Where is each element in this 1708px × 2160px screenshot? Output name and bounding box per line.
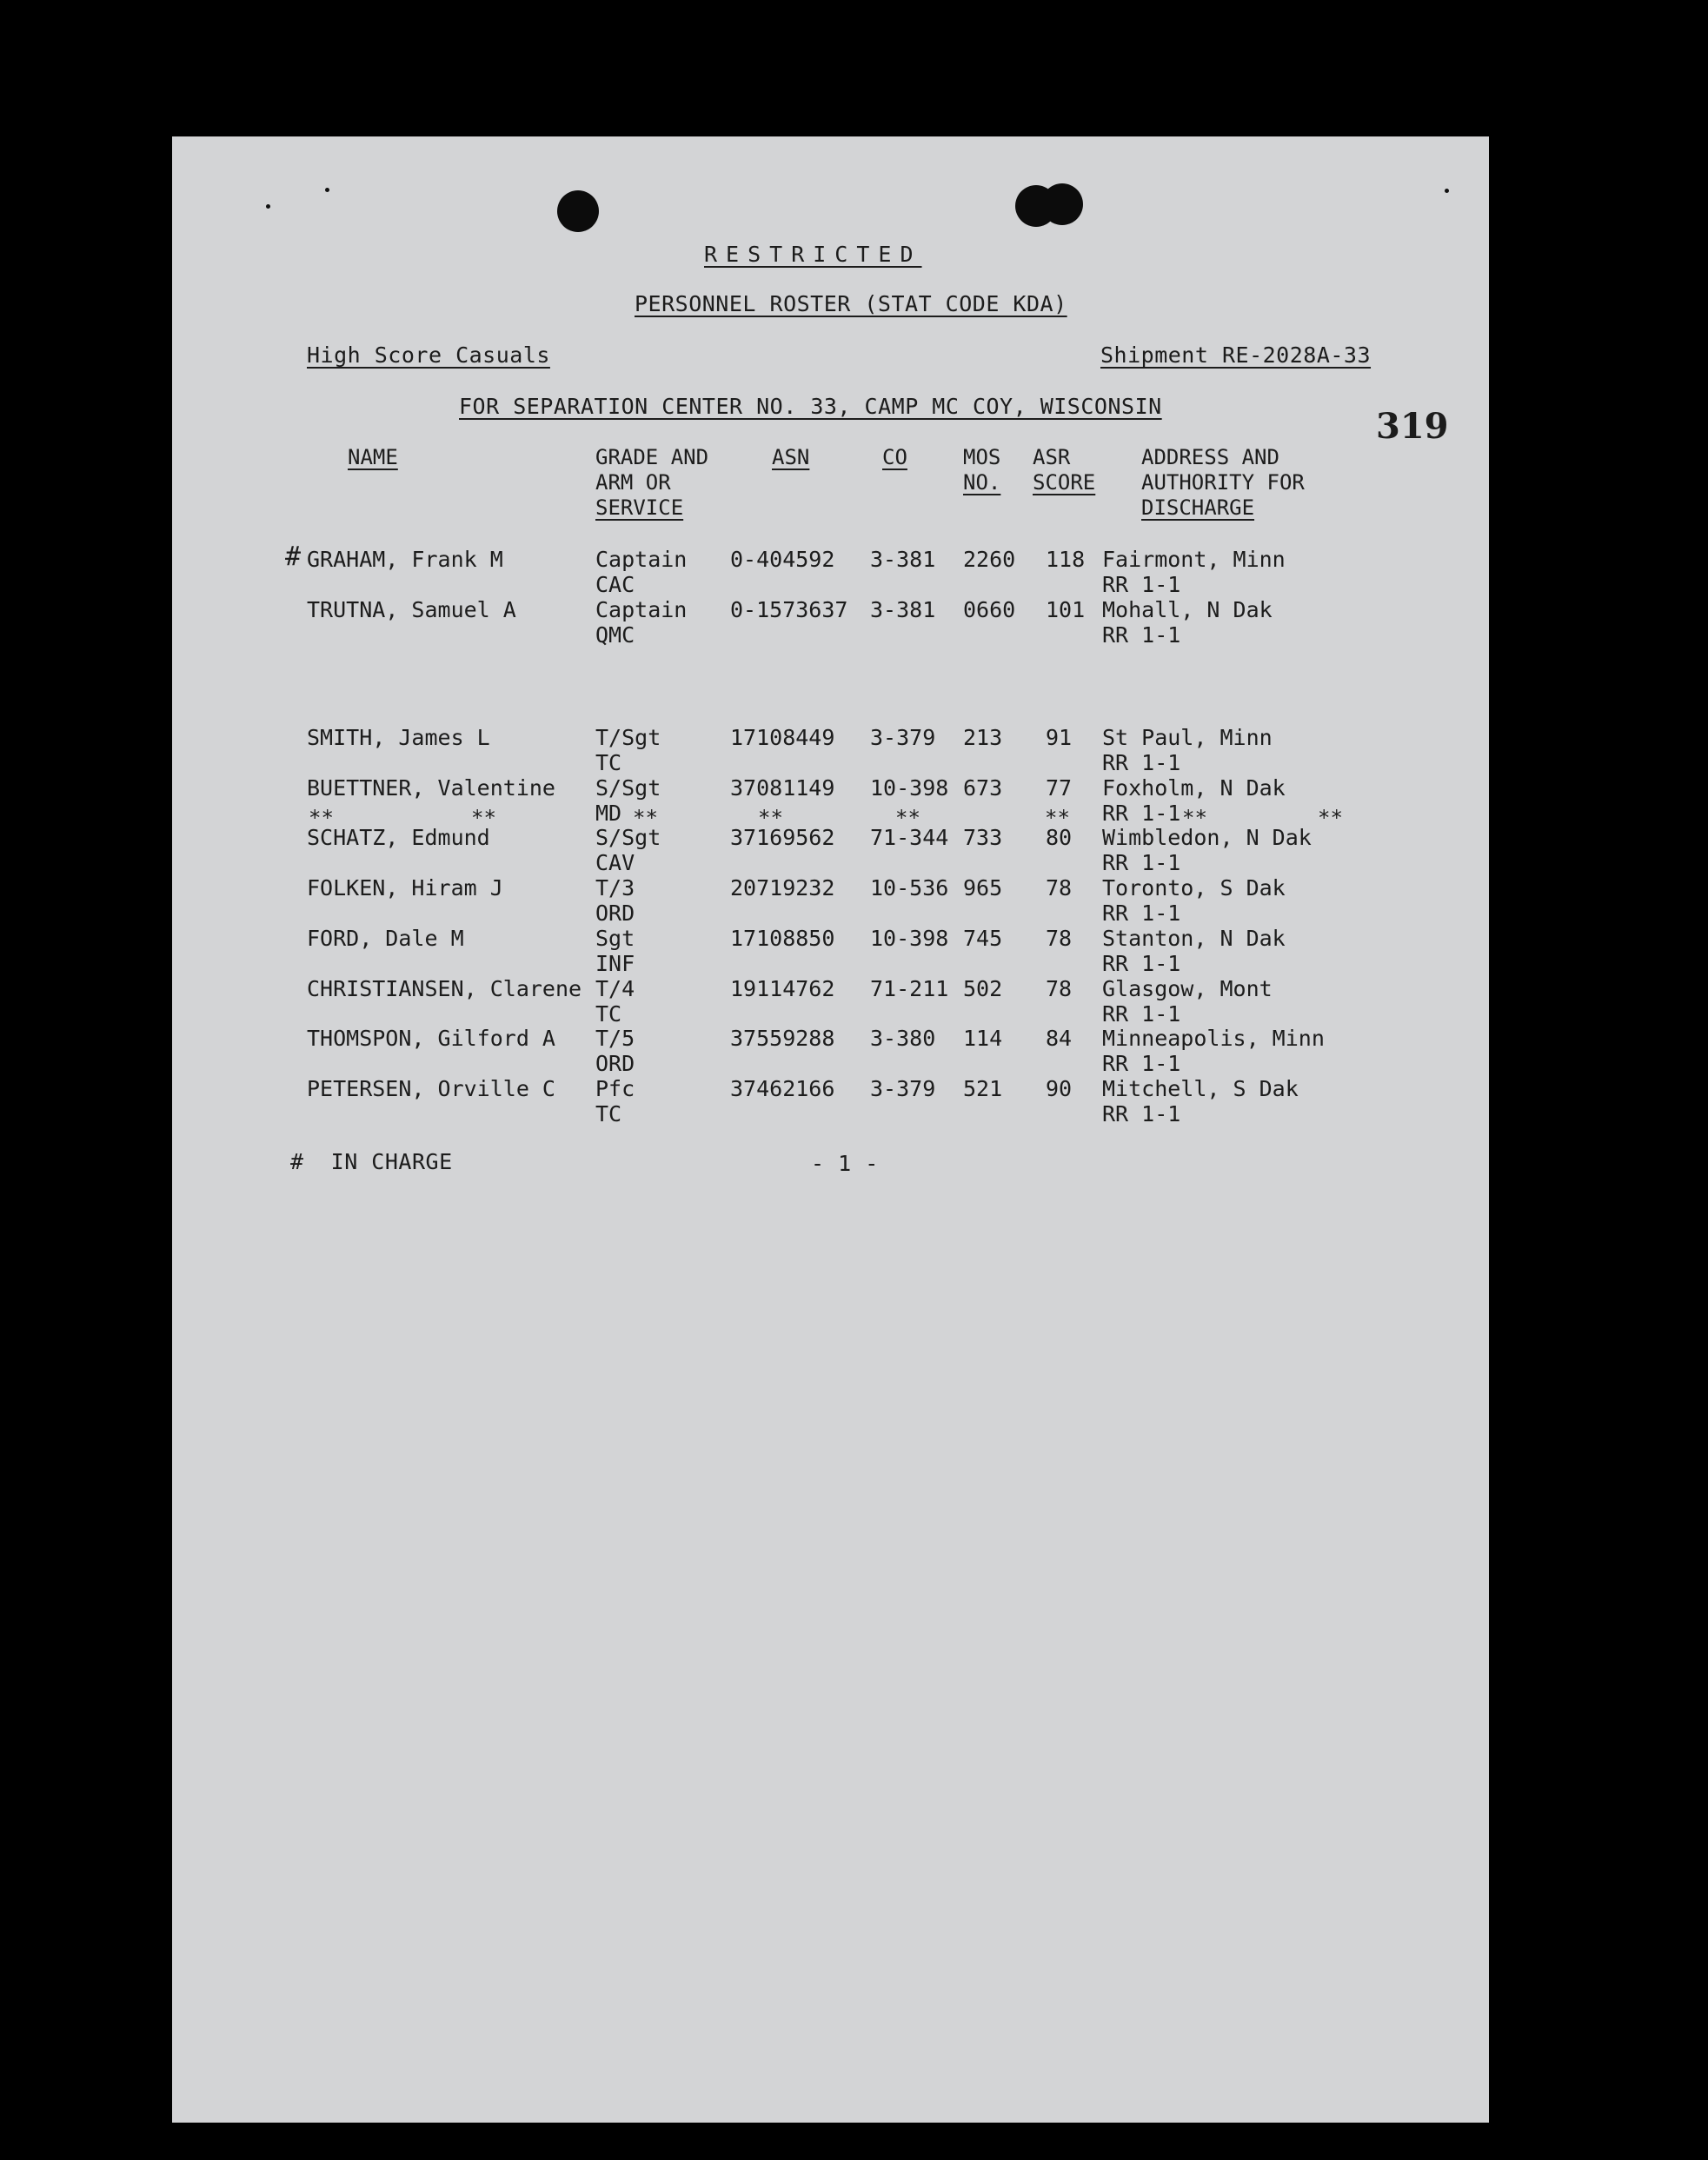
group-label: High Score Casuals xyxy=(307,342,550,368)
roster-row xyxy=(172,725,1489,775)
mos-value: 213 xyxy=(963,725,1003,750)
soldier-name: SCHATZ, Edmund xyxy=(307,825,490,851)
asn-value: 37169562 xyxy=(730,825,835,851)
asr-score: 90 xyxy=(1046,1075,1073,1101)
asn-value: 37081149 xyxy=(730,774,835,801)
co-value: 3-381 xyxy=(870,547,936,572)
page-stamp-number: 319 xyxy=(1376,406,1449,447)
speck xyxy=(1445,189,1449,193)
soldier-name: FOLKEN, Hiram J xyxy=(307,875,503,901)
separator-stars: ** xyxy=(758,806,783,830)
in-charge-mark: # xyxy=(285,542,302,572)
shipment-label: Shipment RE-2028A-33 xyxy=(1100,342,1372,368)
roster-row xyxy=(172,1076,1489,1127)
column-header-grade: GRADE AND ARM OR SERVICE xyxy=(595,445,709,520)
soldier-name: SMITH, James L xyxy=(307,725,490,750)
asn-value: 17108449 xyxy=(730,725,835,750)
mos-value: 965 xyxy=(963,875,1003,901)
grade-arm: T/3 ORD xyxy=(595,875,635,927)
asn-value: 17108850 xyxy=(730,925,835,951)
address-authority: Foxholm, N Dak RR 1-1 xyxy=(1102,774,1286,826)
asr-score: 77 xyxy=(1046,774,1073,801)
roster-title: PERSONNEL ROSTER (STAT CODE KDA) xyxy=(635,291,1067,316)
soldier-name: CHRISTIANSEN, Clarene xyxy=(307,975,582,1001)
column-header-asr: ASR SCORE xyxy=(1033,445,1096,495)
address-authority: Toronto, S Dak RR 1-1 xyxy=(1102,875,1286,927)
address-authority: St Paul, Minn RR 1-1 xyxy=(1102,725,1273,775)
soldier-name: GRAHAM, Frank M xyxy=(307,547,503,572)
grade-arm: T/Sgt TC xyxy=(595,725,661,775)
grade-arm: Pfc TC xyxy=(595,1075,635,1127)
roster-row xyxy=(172,825,1489,875)
mos-value: 733 xyxy=(963,825,1003,851)
mos-value: 521 xyxy=(963,1075,1003,1101)
roster-row xyxy=(172,976,1489,1027)
soldier-name: TRUTNA, Samuel A xyxy=(307,597,516,622)
address-authority: Minneapolis, Minn RR 1-1 xyxy=(1102,1026,1325,1077)
separator-stars: ** xyxy=(1318,806,1343,830)
soldier-name: PETERSEN, Orville C xyxy=(307,1075,555,1101)
punch-hole-right-b xyxy=(1041,183,1083,225)
column-header-address: ADDRESS AND AUTHORITY FOR DISCHARGE xyxy=(1141,445,1305,520)
mos-value: 114 xyxy=(963,1026,1003,1052)
mos-value: 745 xyxy=(963,925,1003,951)
asr-score: 78 xyxy=(1046,975,1073,1001)
address-authority: Glasgow, Mont RR 1-1 xyxy=(1102,975,1273,1027)
separator-stars: ** xyxy=(895,806,920,830)
asr-score: 118 xyxy=(1046,547,1086,572)
mos-value: 502 xyxy=(963,975,1003,1001)
soldier-name: THOMSPON, Gilford A xyxy=(307,1026,555,1052)
column-header-mos: MOS NO. xyxy=(963,445,1001,495)
asn-value: 19114762 xyxy=(730,975,835,1001)
asn-value: 37462166 xyxy=(730,1075,835,1101)
asr-score: 78 xyxy=(1046,875,1073,901)
roster-row xyxy=(172,775,1489,826)
roster-row xyxy=(172,1026,1489,1076)
roster-row xyxy=(172,926,1489,976)
speck xyxy=(266,204,270,209)
co-value: 3-381 xyxy=(870,597,936,622)
grade-arm: S/Sgt MD xyxy=(595,774,661,826)
separator-stars: ** xyxy=(471,806,496,830)
column-header-asn: ASN xyxy=(772,445,810,469)
separator-stars: ** xyxy=(1045,806,1070,830)
soldier-name: FORD, Dale M xyxy=(307,925,464,951)
asr-score: 80 xyxy=(1046,825,1073,851)
asr-score: 84 xyxy=(1046,1026,1073,1052)
co-value: 10-536 xyxy=(870,875,949,901)
address-authority: Wimbledon, N Dak RR 1-1 xyxy=(1102,825,1312,876)
address-authority: Fairmont, Minn RR 1-1 xyxy=(1102,547,1286,597)
asr-score: 101 xyxy=(1046,597,1086,622)
asn-value: 20719232 xyxy=(730,875,835,901)
grade-arm: Captain QMC xyxy=(595,597,688,648)
asn-value: 0-404592 xyxy=(730,547,835,572)
address-authority: Stanton, N Dak RR 1-1 xyxy=(1102,925,1286,976)
page-number: - 1 - xyxy=(811,1151,879,1176)
soldier-name: BUETTNER, Valentine xyxy=(307,774,555,801)
co-value: 3-379 xyxy=(870,1075,936,1101)
separator-stars: ** xyxy=(1182,806,1207,830)
grade-arm: Sgt INF xyxy=(595,925,635,976)
co-value: 3-379 xyxy=(870,725,936,750)
document-page xyxy=(172,136,1489,2123)
co-value: 10-398 xyxy=(870,774,949,801)
grade-arm: Captain CAC xyxy=(595,547,688,597)
co-value: 71-211 xyxy=(870,975,949,1001)
co-value: 10-398 xyxy=(870,925,949,951)
asn-value: 0-1573637 xyxy=(730,597,848,622)
mos-value: 2260 xyxy=(963,547,1016,572)
mos-value: 673 xyxy=(963,774,1003,801)
grade-arm: T/4 TC xyxy=(595,975,635,1027)
speck xyxy=(325,188,329,192)
roster-row xyxy=(172,875,1489,926)
column-header-co: CO xyxy=(882,445,907,469)
grade-arm: T/5 ORD xyxy=(595,1026,635,1077)
co-value: 71-344 xyxy=(870,825,949,851)
asr-score: 78 xyxy=(1046,925,1073,951)
column-header-name: NAME xyxy=(348,445,398,469)
address-authority: Mohall, N Dak RR 1-1 xyxy=(1102,597,1273,648)
asn-value: 37559288 xyxy=(730,1026,835,1052)
separator-stars: ** xyxy=(633,806,658,830)
grade-arm: S/Sgt CAV xyxy=(595,825,661,876)
address-authority: Mitchell, S Dak RR 1-1 xyxy=(1102,1075,1299,1127)
asr-score: 91 xyxy=(1046,725,1073,750)
punch-hole-left xyxy=(557,190,599,232)
footnote-in-charge: # IN CHARGE xyxy=(290,1149,453,1174)
mos-value: 0660 xyxy=(963,597,1016,622)
co-value: 3-380 xyxy=(870,1026,936,1052)
separator-stars: ** xyxy=(309,806,334,830)
roster-row xyxy=(172,597,1489,648)
restricted-heading: RESTRICTED xyxy=(704,242,922,267)
roster-row xyxy=(172,542,1489,597)
destination-line: FOR SEPARATION CENTER NO. 33, CAMP MC COY, WISCONSIN xyxy=(459,394,1162,419)
